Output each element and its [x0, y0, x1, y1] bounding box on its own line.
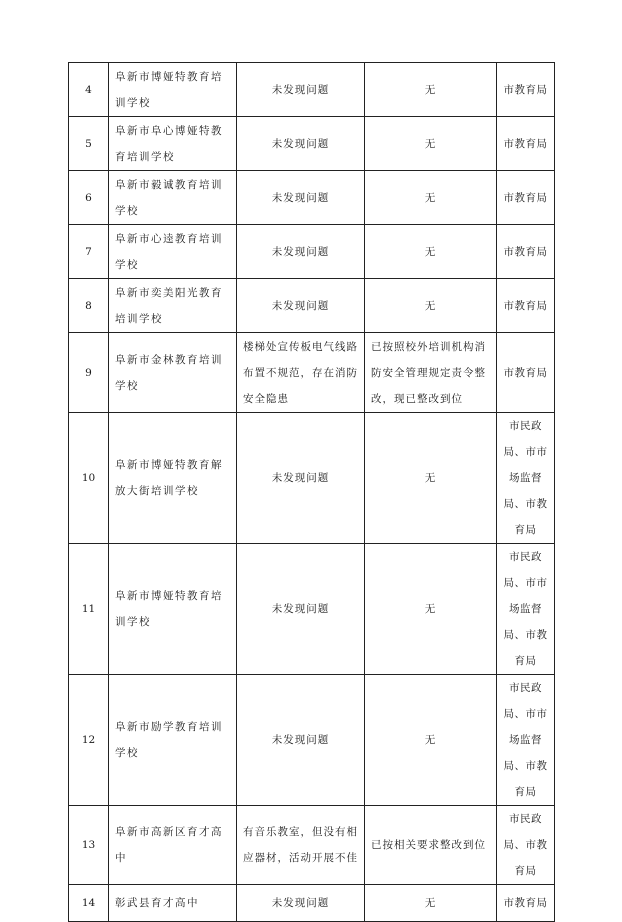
- responsible-department: 市民政局、市市场监督局、市教育局: [497, 675, 555, 806]
- table-body: [69, 63, 555, 922]
- rectification-status: 无: [365, 544, 497, 675]
- issue-found: 未发现问题: [237, 544, 365, 675]
- responsible-department: 市教育局: [497, 279, 555, 333]
- row-number: 12: [69, 675, 109, 806]
- rectification-status: 无: [365, 171, 497, 225]
- institution-name: 阜新市博娅特教育培训学校: [109, 63, 237, 117]
- institution-name: 阜新市阜心博娅特教育培训学校: [109, 117, 237, 171]
- issue-found: 楼梯处宣传板电气线路布置不规范，存在消防安全隐患: [237, 333, 365, 413]
- responsible-department: 市教育局: [497, 885, 555, 922]
- responsible-department: 市教育局: [497, 117, 555, 171]
- responsible-department: 市民政局、市市场监督局、市教育局: [497, 413, 555, 544]
- issue-found: 未发现问题: [237, 171, 365, 225]
- table-row: [69, 279, 555, 333]
- table-row: [69, 675, 555, 806]
- institution-name: 阜新市心逵教育培训学校: [109, 225, 237, 279]
- issue-found: 未发现问题: [237, 225, 365, 279]
- table-row: [69, 885, 555, 922]
- institution-name: 阜新市博娅特教育解放大街培训学校: [109, 413, 237, 544]
- row-number: 7: [69, 225, 109, 279]
- table-row: [69, 544, 555, 675]
- row-number: 4: [69, 63, 109, 117]
- issue-found: 未发现问题: [237, 63, 365, 117]
- rectification-status: 无: [365, 413, 497, 544]
- rectification-status: 已按相关要求整改到位: [365, 806, 497, 885]
- table-row: [69, 117, 555, 171]
- issue-found: 未发现问题: [237, 885, 365, 922]
- row-number: 6: [69, 171, 109, 225]
- responsible-department: 市民政局、市市场监督局、市教育局: [497, 544, 555, 675]
- row-number: 9: [69, 333, 109, 413]
- responsible-department: 市教育局: [497, 225, 555, 279]
- rectification-status: 无: [365, 279, 497, 333]
- rectification-status: 无: [365, 675, 497, 806]
- issue-found: 未发现问题: [237, 117, 365, 171]
- inspection-table: [68, 62, 555, 922]
- table-row: [69, 333, 555, 413]
- table-row: [69, 413, 555, 544]
- responsible-department: 市教育局: [497, 333, 555, 413]
- institution-name: 彰武县育才高中: [109, 885, 237, 922]
- institution-name: 阜新市博娅特教育培训学校: [109, 544, 237, 675]
- issue-found: 未发现问题: [237, 279, 365, 333]
- table-row: [69, 806, 555, 885]
- institution-name: 阜新市毅诚教育培训学校: [109, 171, 237, 225]
- rectification-status: 无: [365, 225, 497, 279]
- responsible-department: 市民政局、市教育局: [497, 806, 555, 885]
- rectification-status: 无: [365, 63, 497, 117]
- table-row: [69, 171, 555, 225]
- institution-name: 阜新市奕美阳光教育培训学校: [109, 279, 237, 333]
- institution-name: 阜新市高新区育才高中: [109, 806, 237, 885]
- responsible-department: 市教育局: [497, 171, 555, 225]
- rectification-status: 无: [365, 117, 497, 171]
- institution-name: 阜新市励学教育培训学校: [109, 675, 237, 806]
- issue-found: 未发现问题: [237, 675, 365, 806]
- rectification-status: 已按照校外培训机构消防安全管理规定责令整改，现已整改到位: [365, 333, 497, 413]
- table-row: [69, 225, 555, 279]
- row-number: 11: [69, 544, 109, 675]
- row-number: 14: [69, 885, 109, 922]
- issue-found: 有音乐教室，但没有相应器材，活动开展不佳: [237, 806, 365, 885]
- table-row: [69, 63, 555, 117]
- issue-found: 未发现问题: [237, 413, 365, 544]
- row-number: 13: [69, 806, 109, 885]
- row-number: 10: [69, 413, 109, 544]
- rectification-status: 无: [365, 885, 497, 922]
- row-number: 5: [69, 117, 109, 171]
- row-number: 8: [69, 279, 109, 333]
- responsible-department: 市教育局: [497, 63, 555, 117]
- institution-name: 阜新市金林教育培训学校: [109, 333, 237, 413]
